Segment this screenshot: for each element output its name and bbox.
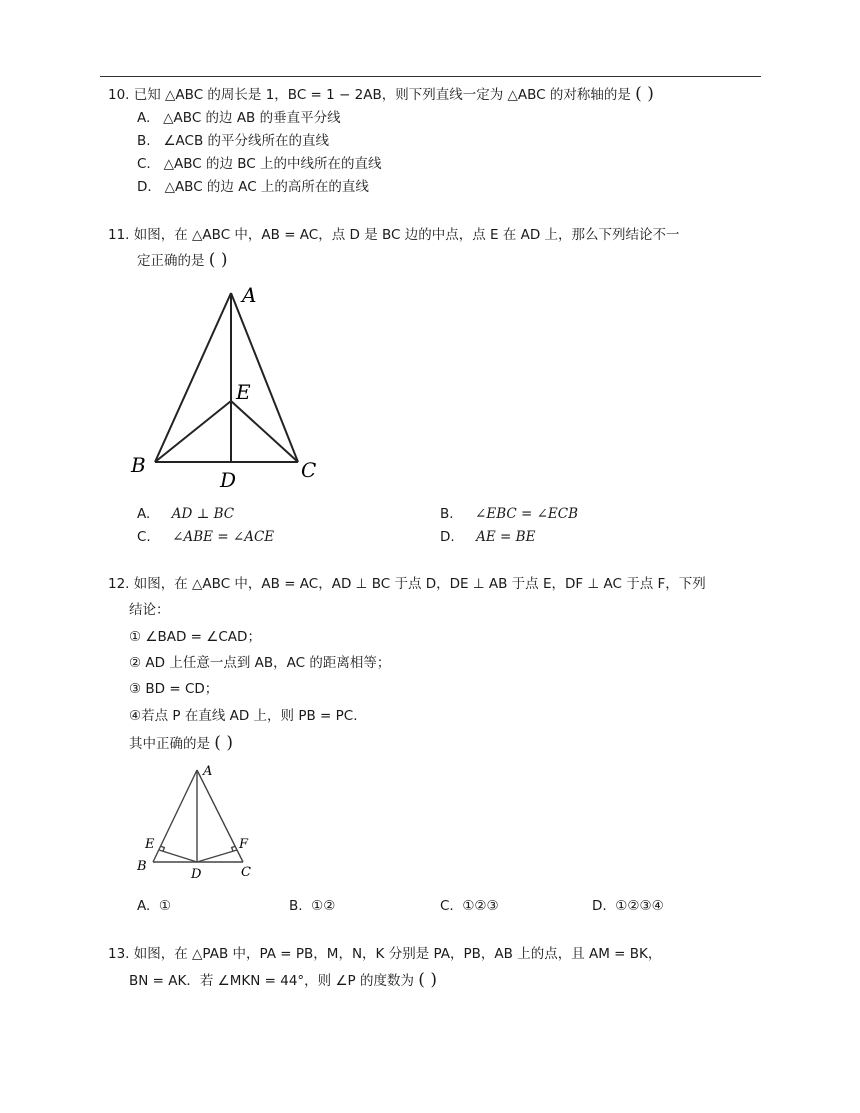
q11-answer-paren: ( ): [208, 250, 228, 270]
q11-stem-text: 定正确的是: [137, 253, 205, 269]
q12-ask: [129, 733, 233, 754]
q12-stem-line2: 结论：: [129, 602, 170, 618]
q12-answer-paren: ( ): [214, 733, 233, 753]
q13-stem-text: BN = AK．若 ∠MKN = 44°，则 ∠P 的度数为: [129, 973, 414, 989]
q11-stem-line1: 11. 如图，在 △ABC 中，AB = AC，点 D 是 BC 边的中点，点 E 在 AD 上，那么下列结论不一: [108, 227, 680, 243]
q11-option-c[interactable]: [137, 527, 274, 547]
option-label: A.: [137, 898, 151, 914]
option-text: △ABC 的边 AB 的垂直平分线: [163, 110, 341, 126]
option-label: D.: [137, 179, 152, 195]
option-label: D.: [440, 529, 455, 545]
q12-option-a[interactable]: [137, 896, 171, 916]
option-label: C.: [440, 898, 454, 914]
q11-triangle-figure: [125, 278, 330, 493]
segment-ac: [231, 293, 298, 462]
vertex-label-e: E: [145, 837, 155, 852]
vertex-label-d: D: [220, 468, 237, 492]
segment-ab: [155, 293, 231, 462]
vertex-label-f: F: [239, 837, 249, 852]
segment-de: [159, 850, 197, 862]
q10-option-c[interactable]: [137, 154, 382, 174]
segment-ac: [197, 770, 243, 862]
option-text: ∠EBC = ∠ECB: [475, 506, 579, 522]
q11-stem-line2: [137, 250, 227, 271]
option-label: D.: [592, 898, 607, 914]
option-text: AE = BE: [476, 529, 536, 545]
option-text: ∠ABE = ∠ACE: [172, 529, 275, 545]
q11-option-b[interactable]: [440, 504, 578, 524]
q12-conclusion-2: ② AD 上任意一点到 AB，AC 的距离相等；: [129, 655, 391, 671]
q12-conclusion-3: ③ BD = CD；: [129, 681, 219, 697]
q12-option-d[interactable]: [592, 896, 664, 916]
vertex-label-c: C: [241, 865, 251, 880]
q12-stem-line1: 12. 如图，在 △ABC 中，AB = AC，AD ⊥ BC 于点 D，DE ⊥ AB 于点 E，DF ⊥ AC 于点 F，下列: [108, 576, 706, 592]
option-text: ①②: [311, 898, 336, 914]
segment-ab: [153, 770, 197, 862]
q10-option-b[interactable]: [137, 131, 329, 151]
option-label: C.: [137, 529, 151, 545]
option-label: B.: [289, 898, 303, 914]
q10-answer-paren: ( ): [635, 84, 654, 104]
vertex-label-c: C: [301, 458, 317, 482]
vertex-label-d: D: [191, 867, 202, 882]
vertex-label-e: E: [236, 380, 251, 404]
q13-answer-paren: ( ): [418, 970, 437, 990]
option-text: ①: [158, 898, 171, 914]
segment-df: [197, 850, 237, 862]
q11-option-a[interactable]: [137, 504, 234, 524]
vertex-label-a: A: [203, 764, 213, 779]
segment-ce: [231, 401, 298, 462]
option-text: ∠ACB 的平分线所在的直线: [163, 133, 330, 149]
vertex-label-a: A: [242, 283, 257, 307]
header-rule: [100, 76, 761, 77]
q10-option-d[interactable]: [137, 177, 369, 197]
segment-be: [155, 401, 231, 462]
option-label: A.: [137, 110, 151, 126]
option-text: △ABC 的边 BC 上的中线所在的直线: [163, 156, 382, 172]
option-text: ①②③④: [615, 898, 664, 914]
option-label: A.: [137, 506, 151, 522]
vertex-label-b: B: [137, 859, 147, 874]
q13-stem-line1: 13. 如图，在 △PAB 中，PA = PB，M，N，K 分别是 PA，PB，AB 上的点，且 AM = BK，: [108, 946, 662, 962]
q13-stem-line2: [129, 970, 437, 991]
option-text: AD ⊥ BC: [171, 506, 235, 522]
q12-conclusion-4: ④若点 P 在直线 AD 上，则 PB = PC.: [129, 708, 358, 724]
q12-option-c[interactable]: [440, 896, 499, 916]
option-text: △ABC 的边 AC 上的高所在的直线: [164, 179, 369, 195]
q10-stem: [108, 84, 654, 105]
q12-option-b[interactable]: [289, 896, 335, 916]
option-label: B.: [137, 133, 151, 149]
option-text: ①②③: [462, 898, 499, 914]
vertex-label-b: B: [131, 453, 146, 477]
q10-option-a[interactable]: [137, 108, 341, 128]
option-label: B.: [440, 506, 454, 522]
q10-stem-text: 10. 已知 △ABC 的周长是 1，BC = 1 − 2AB，则下列直线一定为 △ABC 的对称轴的是: [108, 87, 631, 103]
q12-triangle-figure: [133, 760, 258, 885]
q12-ask-text: 其中正确的是: [129, 736, 210, 752]
option-label: C.: [137, 156, 151, 172]
q12-conclusion-1: ① ∠BAD = ∠CAD；: [129, 629, 261, 645]
q11-option-d[interactable]: [440, 527, 535, 547]
